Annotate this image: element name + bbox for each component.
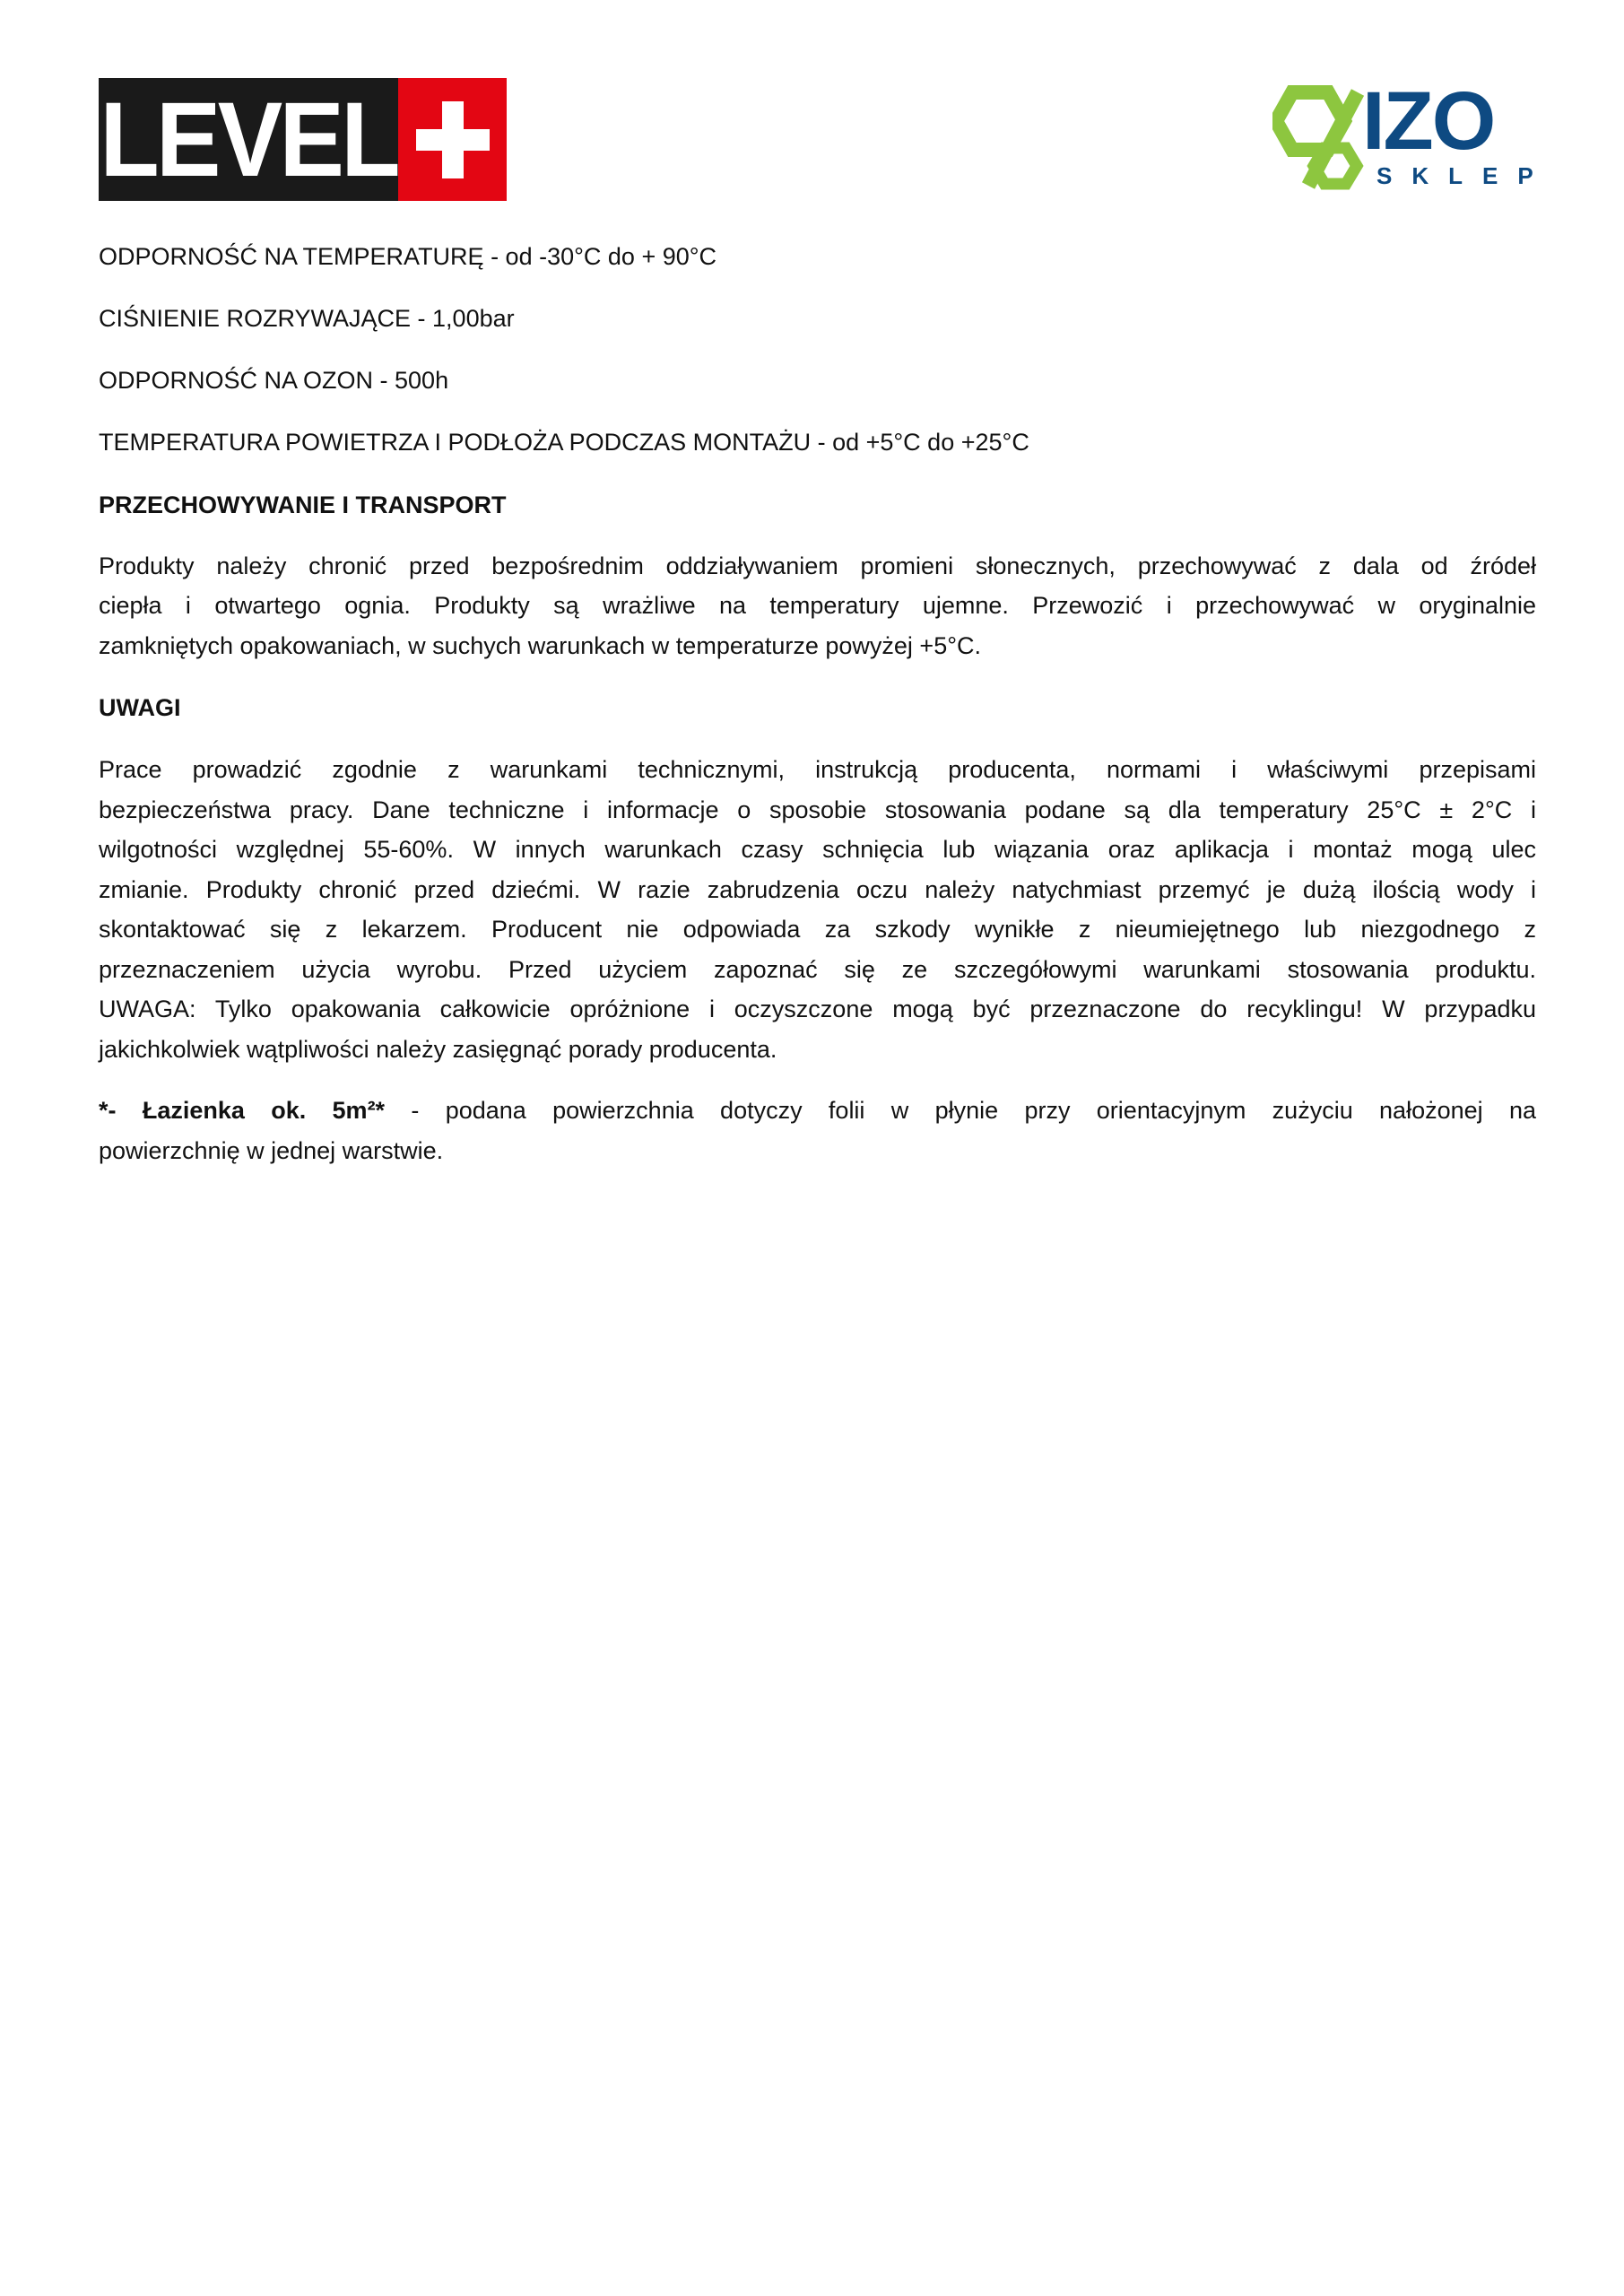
- notes-section: [99, 688, 1536, 1069]
- izo-wordmark: IZO: [1362, 75, 1495, 167]
- spec-ozone: ODPORNOŚĆ NA OZON - 500h: [99, 367, 449, 394]
- footnote-bold: *- Łazienka ok. 5m²*: [99, 1097, 386, 1124]
- level-plus-logo: [99, 78, 507, 201]
- paragraph-line: przeznaczeniem użycia wyrobu. Przed użyciem zapoznać się ze szczegółowymi warunkami stosowania produktu.: [99, 955, 1536, 983]
- spec-temperature: ODPORNOŚĆ NA TEMPERATURĘ - od -30°C do + 90°C: [99, 243, 717, 270]
- specs-list: [99, 237, 1536, 463]
- paragraph-line: Prace prowadzić zgodnie z warunkami technicznymi, instrukcją producenta, normami i właściwymi przepisami: [99, 756, 1536, 783]
- plus-icon: [398, 78, 507, 201]
- izo-sklep-logo: [1272, 75, 1553, 193]
- spec-pressure: CIŚNIENIE ROZRYWAJĄCE - 1,00bar: [99, 305, 515, 332]
- footnote-line: powierzchnię w jednej warstwie.: [99, 1136, 444, 1164]
- paragraph-line: Produkty należy chronić przed bezpośrednim oddziaływaniem promieni słonecznych, przechowywać z dala od źródeł: [99, 552, 1536, 579]
- paragraph-line: wilgotności względnej 55-60%. W innych warunkach czasy schnięcia lub wiązania oraz aplikacja i montaż mogą ulec: [99, 836, 1536, 863]
- paragraph-line: skontaktować się z lekarzem. Producent nie odpowiada za szkody wynikłe z nieumiejętnego lub niezgodnego z: [99, 916, 1536, 943]
- paragraph-line: zamkniętych opakowaniach, w suchych warunkach w temperaturze powyżej +5°C.: [99, 631, 982, 659]
- paragraph-line: zmianie. Produkty chronić przed dziećmi. W razie zabrudzenia oczu należy natychmiast przemyć je dużą ilością wody i: [99, 875, 1536, 903]
- storage-section: [99, 485, 1536, 665]
- paragraph-line: jakichkolwiek wątpliwości należy zasięgnąć porady producenta.: [99, 1035, 777, 1063]
- paragraph-line: UWAGA: Tylko opakowania całkowicie opróżnione i oczyszczone mogą być przeznaczone do recyklingu! W przypadku: [99, 996, 1536, 1022]
- footnote-line: *- Łazienka ok. 5m²* - podana powierzchnia dotyczy folii w płynie przy orientacyjnym zużyciu nałożonej na: [99, 1097, 1536, 1124]
- spec-install-temperature: TEMPERATURA POWIETRZA I PODŁOŻA PODCZAS MONTAŻU - od +5°C do +25°C: [99, 429, 1029, 456]
- paragraph-line: bezpieczeństwa pracy. Dane techniczne i informacje o sposobie stosowania podane są dla temperatury 25°C ± 2°C i: [99, 796, 1536, 823]
- storage-heading: PRZECHOWYWANIE I TRANSPORT: [99, 491, 507, 518]
- notes-heading: UWAGI: [99, 694, 181, 721]
- paragraph-line: ciepła i otwartego ognia. Produkty są wrażliwe na temperatury ujemne. Przewozić i przechowywać w oryginalnie: [99, 592, 1536, 619]
- footnote: [99, 1091, 1536, 1170]
- level-logo-wordmark: LEVEL: [99, 78, 398, 201]
- hexagon-icon: [1272, 85, 1371, 193]
- sklep-wordmark: SKLEP: [1376, 162, 1553, 189]
